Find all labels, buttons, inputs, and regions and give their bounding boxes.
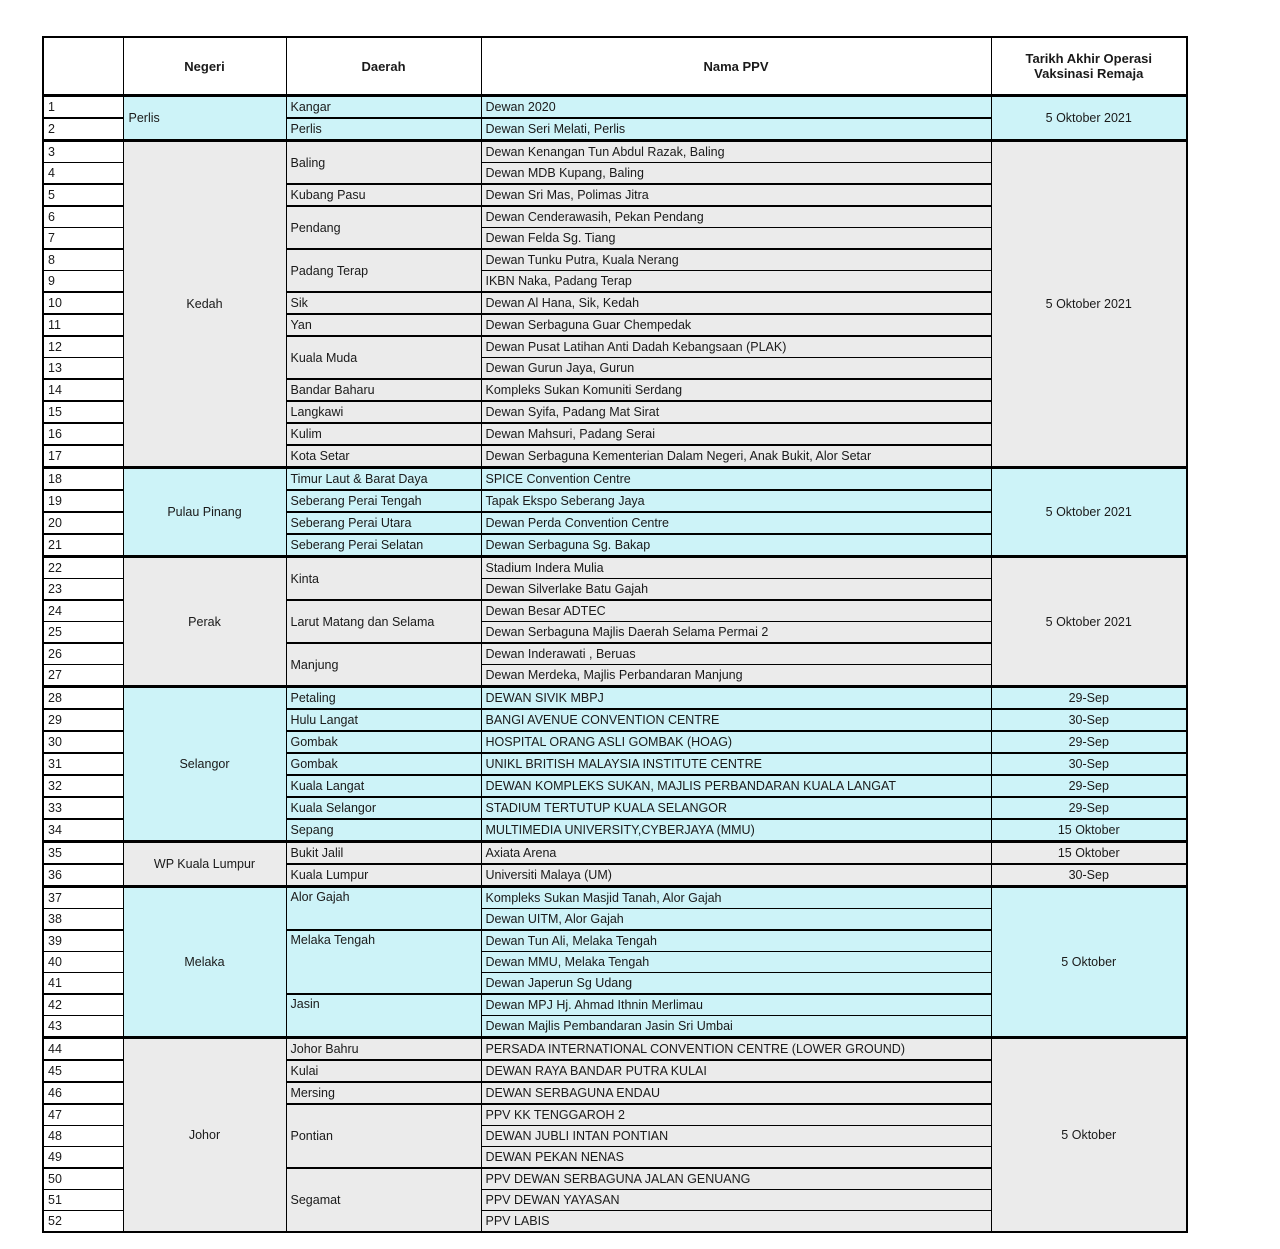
daerah-cell: Langkawi [286, 401, 481, 423]
header-cell-nama-ppv: Nama PPV [481, 37, 991, 96]
ppv-cell: PERSADA INTERNATIONAL CONVENTION CENTRE (LOWER GROUND) [481, 1038, 991, 1061]
daerah-cell: Pontian [286, 1104, 481, 1168]
date-cell: 15 Oktober [991, 819, 1187, 842]
negeri-cell: Perak [123, 557, 286, 687]
row-number-cell: 45 [43, 1060, 123, 1082]
negeri-cell: Kedah [123, 141, 286, 468]
ppv-cell: DEWAN RAYA BANDAR PUTRA KULAI [481, 1060, 991, 1082]
ppv-cell: SPICE Convention Centre [481, 468, 991, 491]
row-number-cell: 13 [43, 358, 123, 380]
ppv-cell: Stadium Indera Mulia [481, 557, 991, 579]
ppv-cell: Dewan Besar ADTEC [481, 600, 991, 622]
date-cell: 5 Oktober 2021 [991, 141, 1187, 468]
ppv-cell: PPV DEWAN SERBAGUNA JALAN GENUANG [481, 1168, 991, 1190]
row-number-cell: 30 [43, 731, 123, 753]
date-cell: 5 Oktober [991, 1038, 1187, 1233]
daerah-cell: Perlis [286, 118, 481, 141]
row-number-cell: 36 [43, 864, 123, 887]
ppv-cell: Dewan Seri Melati, Perlis [481, 118, 991, 141]
ppv-cell: Dewan Merdeka, Majlis Perbandaran Manjung [481, 665, 991, 687]
ppv-cell: DEWAN KOMPLEKS SUKAN, MAJLIS PERBANDARAN KUALA LANGAT [481, 775, 991, 797]
table-row [43, 887, 1187, 909]
ppv-table-body [43, 96, 1187, 1233]
row-number-cell: 37 [43, 887, 123, 909]
daerah-cell: Pendang [286, 206, 481, 249]
table-row [43, 468, 1187, 491]
ppv-cell: Dewan Serbaguna Kementerian Dalam Negeri, Anak Bukit, Alor Setar [481, 445, 991, 468]
daerah-cell: Bandar Baharu [286, 379, 481, 401]
table-header [43, 37, 1187, 96]
row-number-cell: 7 [43, 228, 123, 250]
date-cell: 29-Sep [991, 731, 1187, 753]
negeri-cell: WP Kuala Lumpur [123, 842, 286, 887]
header-cell-index [43, 37, 123, 96]
date-cell: 29-Sep [991, 797, 1187, 819]
ppv-cell: DEWAN SERBAGUNA ENDAU [481, 1082, 991, 1104]
date-cell: 30-Sep [991, 864, 1187, 887]
ppv-cell: Dewan MMU, Melaka Tengah [481, 952, 991, 973]
row-number-cell: 14 [43, 379, 123, 401]
date-cell: 5 Oktober 2021 [991, 96, 1187, 141]
row-number-cell: 2 [43, 118, 123, 141]
ppv-cell: MULTIMEDIA UNIVERSITY,CYBERJAYA (MMU) [481, 819, 991, 842]
row-number-cell: 19 [43, 490, 123, 512]
daerah-cell: Kota Setar [286, 445, 481, 468]
daerah-cell: Seberang Perai Tengah [286, 490, 481, 512]
daerah-cell: Seberang Perai Utara [286, 512, 481, 534]
daerah-cell: Manjung [286, 643, 481, 687]
ppv-cell: Dewan Syifa, Padang Mat Sirat [481, 401, 991, 423]
date-cell: 15 Oktober [991, 842, 1187, 865]
ppv-cell: Dewan Tun Ali, Melaka Tengah [481, 930, 991, 952]
table-row [43, 557, 1187, 579]
row-number-cell: 26 [43, 643, 123, 665]
row-number-cell: 49 [43, 1147, 123, 1169]
row-number-cell: 50 [43, 1168, 123, 1190]
daerah-cell: Yan [286, 314, 481, 336]
ppv-cell: Dewan Sri Mas, Polimas Jitra [481, 184, 991, 206]
daerah-cell: Segamat [286, 1168, 481, 1232]
row-number-cell: 44 [43, 1038, 123, 1061]
daerah-cell: Seberang Perai Selatan [286, 534, 481, 557]
ppv-cell: UNIKL BRITISH MALAYSIA INSTITUTE CENTRE [481, 753, 991, 775]
row-number-cell: 38 [43, 909, 123, 931]
row-number-cell: 20 [43, 512, 123, 534]
daerah-cell: Kuala Langat [286, 775, 481, 797]
ppv-cell: DEWAN SIVIK MBPJ [481, 687, 991, 710]
ppv-cell: Tapak Ekspo Seberang Jaya [481, 490, 991, 512]
row-number-cell: 28 [43, 687, 123, 710]
ppv-cell: DEWAN PEKAN NENAS [481, 1147, 991, 1169]
daerah-cell: Gombak [286, 731, 481, 753]
negeri-cell: Perlis [123, 96, 286, 141]
row-number-cell: 8 [43, 249, 123, 271]
ppv-cell: Dewan Japerun Sg Udang [481, 973, 991, 995]
ppv-cell: Dewan Inderawati , Beruas [481, 643, 991, 665]
daerah-cell: Sepang [286, 819, 481, 842]
ppv-cell: Dewan Mahsuri, Padang Serai [481, 423, 991, 445]
row-number-cell: 24 [43, 600, 123, 622]
row-number-cell: 52 [43, 1211, 123, 1233]
ppv-cell: Dewan Tunku Putra, Kuala Nerang [481, 249, 991, 271]
daerah-cell: Timur Laut & Barat Daya [286, 468, 481, 491]
daerah-cell: Kuala Lumpur [286, 864, 481, 887]
row-number-cell: 46 [43, 1082, 123, 1104]
negeri-cell: Pulau Pinang [123, 468, 286, 557]
ppv-cell: Dewan Perda Convention Centre [481, 512, 991, 534]
row-number-cell: 40 [43, 952, 123, 973]
daerah-cell: Bukit Jalil [286, 842, 481, 865]
row-number-cell: 51 [43, 1190, 123, 1211]
daerah-cell: Kuala Selangor [286, 797, 481, 819]
daerah-cell: Hulu Langat [286, 709, 481, 731]
ppv-cell: Dewan Serbaguna Guar Chempedak [481, 314, 991, 336]
row-number-cell: 18 [43, 468, 123, 491]
date-cell: 5 Oktober 2021 [991, 557, 1187, 687]
row-number-cell: 3 [43, 141, 123, 163]
table-row [43, 687, 1187, 710]
row-number-cell: 23 [43, 579, 123, 601]
row-number-cell: 6 [43, 206, 123, 228]
ppv-cell: Dewan Gurun Jaya, Gurun [481, 358, 991, 380]
row-number-cell: 17 [43, 445, 123, 468]
daerah-cell: Alor Gajah [286, 887, 481, 931]
row-number-cell: 31 [43, 753, 123, 775]
ppv-cell: Dewan 2020 [481, 96, 991, 119]
ppv-cell: HOSPITAL ORANG ASLI GOMBAK (HOAG) [481, 731, 991, 753]
daerah-cell: Sik [286, 292, 481, 314]
ppv-cell: Dewan MPJ Hj. Ahmad Ithnin Merlimau [481, 994, 991, 1016]
ppv-cell: PPV LABIS [481, 1211, 991, 1233]
negeri-cell: Selangor [123, 687, 286, 842]
table-row [43, 96, 1187, 119]
ppv-cell: Dewan Al Hana, Sik, Kedah [481, 292, 991, 314]
row-number-cell: 39 [43, 930, 123, 952]
ppv-cell: STADIUM TERTUTUP KUALA SELANGOR [481, 797, 991, 819]
row-number-cell: 27 [43, 665, 123, 687]
ppv-cell: Axiata Arena [481, 842, 991, 865]
row-number-cell: 12 [43, 336, 123, 358]
daerah-cell: Jasin [286, 994, 481, 1038]
row-number-cell: 16 [43, 423, 123, 445]
daerah-cell: Baling [286, 141, 481, 185]
date-cell: 29-Sep [991, 775, 1187, 797]
ppv-cell: Kompleks Sukan Komuniti Serdang [481, 379, 991, 401]
ppv-cell: Dewan Serbaguna Sg. Bakap [481, 534, 991, 557]
row-number-cell: 43 [43, 1016, 123, 1038]
date-cell: 5 Oktober 2021 [991, 468, 1187, 557]
daerah-cell: Gombak [286, 753, 481, 775]
row-number-cell: 42 [43, 994, 123, 1016]
daerah-cell: Padang Terap [286, 249, 481, 292]
header-cell-daerah: Daerah [286, 37, 481, 96]
daerah-cell: Kinta [286, 557, 481, 601]
row-number-cell: 25 [43, 622, 123, 644]
ppv-cell: BANGI AVENUE CONVENTION CENTRE [481, 709, 991, 731]
daerah-cell: Kulim [286, 423, 481, 445]
daerah-cell: Kulai [286, 1060, 481, 1082]
ppv-cell: IKBN Naka, Padang Terap [481, 271, 991, 293]
daerah-cell: Kuala Muda [286, 336, 481, 379]
table-row [43, 1038, 1187, 1061]
ppv-cell: Kompleks Sukan Masjid Tanah, Alor Gajah [481, 887, 991, 909]
ppv-cell: PPV KK TENGGAROH 2 [481, 1104, 991, 1126]
table-row [43, 842, 1187, 865]
ppv-cell: DEWAN JUBLI INTAN PONTIAN [481, 1126, 991, 1147]
row-number-cell: 15 [43, 401, 123, 423]
row-number-cell: 33 [43, 797, 123, 819]
date-cell: 5 Oktober [991, 887, 1187, 1038]
daerah-cell: Larut Matang dan Selama [286, 600, 481, 643]
ppv-cell: Dewan Majlis Pembandaran Jasin Sri Umbai [481, 1016, 991, 1038]
row-number-cell: 21 [43, 534, 123, 557]
row-number-cell: 9 [43, 271, 123, 293]
row-number-cell: 48 [43, 1126, 123, 1147]
daerah-cell: Johor Bahru [286, 1038, 481, 1061]
daerah-cell: Melaka Tengah [286, 930, 481, 994]
daerah-cell: Petaling [286, 687, 481, 710]
ppv-cell: Dewan Cenderawasih, Pekan Pendang [481, 206, 991, 228]
date-cell: 30-Sep [991, 709, 1187, 731]
ppv-cell: Dewan Pusat Latihan Anti Dadah Kebangsaan (PLAK) [481, 336, 991, 358]
row-number-cell: 10 [43, 292, 123, 314]
row-number-cell: 4 [43, 163, 123, 185]
ppv-cell: Universiti Malaya (UM) [481, 864, 991, 887]
ppv-cell: Dewan MDB Kupang, Baling [481, 163, 991, 185]
row-number-cell: 29 [43, 709, 123, 731]
row-number-cell: 22 [43, 557, 123, 579]
daerah-cell: Kubang Pasu [286, 184, 481, 206]
row-number-cell: 1 [43, 96, 123, 119]
ppv-cell: Dewan Silverlake Batu Gajah [481, 579, 991, 601]
header-cell-tarikh: Tarikh Akhir Operasi Vaksinasi Remaja [991, 37, 1187, 96]
ppv-cell: Dewan Kenangan Tun Abdul Razak, Baling [481, 141, 991, 163]
table-row [43, 141, 1187, 163]
row-number-cell: 41 [43, 973, 123, 995]
row-number-cell: 32 [43, 775, 123, 797]
header-cell-negeri: Negeri [123, 37, 286, 96]
row-number-cell: 34 [43, 819, 123, 842]
daerah-cell: Mersing [286, 1082, 481, 1104]
row-number-cell: 35 [43, 842, 123, 865]
header-row [43, 37, 1187, 96]
ppv-cell: Dewan UITM, Alor Gajah [481, 909, 991, 931]
row-number-cell: 47 [43, 1104, 123, 1126]
ppv-cell: Dewan Serbaguna Majlis Daerah Selama Permai 2 [481, 622, 991, 644]
date-cell: 30-Sep [991, 753, 1187, 775]
row-number-cell: 11 [43, 314, 123, 336]
ppv-table [42, 36, 1188, 1233]
row-number-cell: 5 [43, 184, 123, 206]
ppv-cell: Dewan Felda Sg. Tiang [481, 228, 991, 250]
negeri-cell: Johor [123, 1038, 286, 1233]
daerah-cell: Kangar [286, 96, 481, 119]
date-cell: 29-Sep [991, 687, 1187, 710]
ppv-cell: PPV DEWAN YAYASAN [481, 1190, 991, 1211]
negeri-cell: Melaka [123, 887, 286, 1038]
